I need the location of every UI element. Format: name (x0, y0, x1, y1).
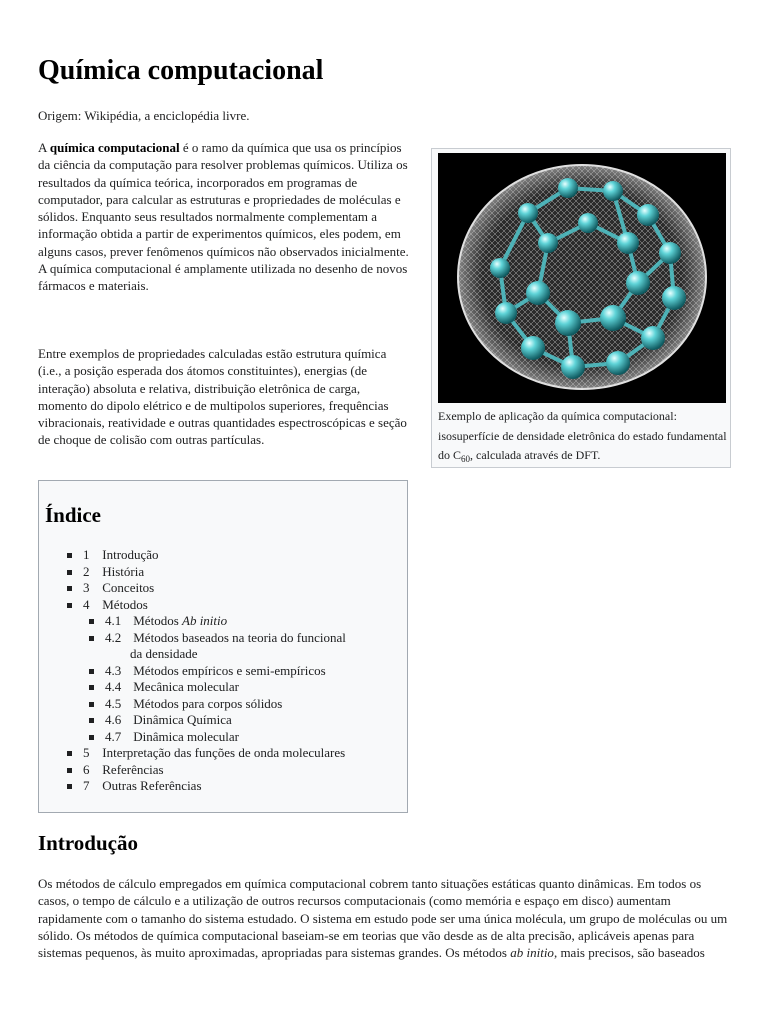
toc-number: 4.1 (105, 613, 122, 628)
toc-label-wrap: da densidade (130, 646, 198, 661)
toc-label: Dinâmica molecular (133, 728, 240, 744)
toc-item-dinamica-molecular[interactable] (89, 729, 346, 746)
toc-item-conceitos[interactable] (67, 580, 346, 597)
toc-item-empiricos[interactable] (89, 663, 346, 680)
c60-isosurface-image[interactable] (438, 153, 726, 403)
toc-number: 4.2 (105, 629, 122, 645)
toc-label: Conceitos (102, 580, 155, 595)
table-of-contents (38, 480, 408, 813)
source-line: Origem: Wikipédia, a enciclopédia livre. (38, 108, 250, 123)
toc-label: Outras Referências (102, 778, 202, 793)
caption-text-end: , calculada através de DFT. (470, 448, 601, 462)
toc-label: Mecânica molecular (133, 679, 239, 694)
toc-list (67, 547, 346, 795)
caption-subscript: 60 (461, 454, 471, 464)
toc-item-solidos[interactable] (89, 696, 346, 713)
toc-item-mecanica[interactable] (89, 679, 346, 696)
toc-number: 1 (83, 547, 90, 562)
toc-label: Métodos (102, 596, 148, 612)
toc-number: 2 (83, 563, 90, 579)
toc-label: Métodos para corpos sólidos (133, 695, 283, 711)
toc-item-ab-initio[interactable] (89, 613, 346, 630)
toc-item-metodos[interactable] (67, 597, 346, 746)
toc-sublist (89, 613, 346, 745)
toc-number: 4.4 (105, 679, 122, 694)
lead-pre: A (38, 140, 50, 155)
toc-number: 4 (83, 596, 90, 612)
figure-box (431, 148, 731, 468)
toc-number: 6 (83, 761, 90, 777)
intro-paragraph (38, 875, 730, 961)
figure-caption (438, 407, 728, 470)
toc-number: 3 (83, 580, 90, 595)
section-heading-introducao: Introdução (38, 831, 138, 855)
lead-paragraph (38, 139, 412, 295)
intro-italic: ab initio (510, 945, 554, 961)
toc-label: História (102, 563, 145, 579)
toc-item-dft[interactable] (89, 630, 346, 663)
toc-item-referencias[interactable] (67, 762, 346, 779)
toc-item-introducao[interactable] (67, 547, 346, 564)
toc-number: 4.7 (105, 728, 122, 744)
toc-number: 4.3 (105, 662, 122, 678)
toc-number: 7 (83, 778, 90, 793)
toc-label: Métodos (133, 613, 182, 628)
toc-item-interpretacao[interactable] (67, 745, 346, 762)
toc-number: 4.6 (105, 712, 122, 727)
toc-number: 4.5 (105, 695, 122, 711)
toc-item-dinamica-quimica[interactable] (89, 712, 346, 729)
molecule-illustration (438, 153, 726, 403)
intro-text-end: , mais precisos, são baseados (553, 945, 705, 961)
toc-item-historia[interactable] (67, 564, 346, 581)
toc-label: Interpretação das funções de onda moleculares (102, 745, 346, 760)
caption-text: Exemplo de aplicação da química computacional: isosuperfície de densidade eletrônica do estado fundamental do C (438, 409, 727, 462)
toc-label: Métodos baseados na teoria do funcional (133, 629, 346, 645)
toc-label: Métodos empíricos e semi-empíricos (133, 662, 326, 678)
toc-label: Referências (102, 761, 164, 777)
toc-number: 5 (83, 745, 90, 760)
intro-text: Os métodos de cálculo empregados em química computacional cobrem tanto situações estáticas quanto dinâmicas. Em todos os casos, o tempo de cálculo e a utilização de outros recursos computacionais (como memória e espaço em disco) aumentam rapidamente com o tamanho do sistema estudado. O sistema em estudo pode ser uma única molécula, um grupo de moléculas ou um sólido. Os métodos de química computacional baseiam-se em teorias que vão desde as de alta precisão, aplicáveis apenas para sistemas pequenos, às muito aproximadas, apropriadas para sistemas grandes. Os métodos (38, 876, 728, 961)
page-title: Química computacional (38, 55, 324, 86)
toc-heading: Índice (45, 503, 102, 527)
lead-bold-term: química computacional (49, 140, 180, 155)
lead-rest: é o ramo da química que usa os princípios da ciência da computação para resolver problemas químicos. Utiliza os resultados da química teórica, incorporados em programas de computador, para calcular as estruturas e propriedades de moléculas e sólidos. Enquanto seus resultados normalmente complementam a informação obtida a partir de experimentos químicos, eles podem, em alguns casos, prever fenômenos químicos não observados inicialmente. A química computacional é amplamente utilizada no desenho de novos fármacos e materiais. (38, 140, 409, 294)
toc-label: Introdução (102, 547, 159, 562)
toc-item-outras-referencias[interactable] (67, 778, 346, 795)
toc-label: Dinâmica Química (133, 712, 232, 727)
toc-label-italic: Ab initio (182, 613, 228, 628)
properties-paragraph: Entre exemplos de propriedades calculadas estão estrutura química (i.e., a posição esperada dos átomos constituintes), energias (de interação) absoluta e relativa, distribuição eletrônica de carga, momento do dipolo elétrico e de multipolos superiores, frequências vibracionais, reatividade e outras quantidades espectroscópicas e seção de choque de colisão com outras partículas. (38, 346, 407, 448)
